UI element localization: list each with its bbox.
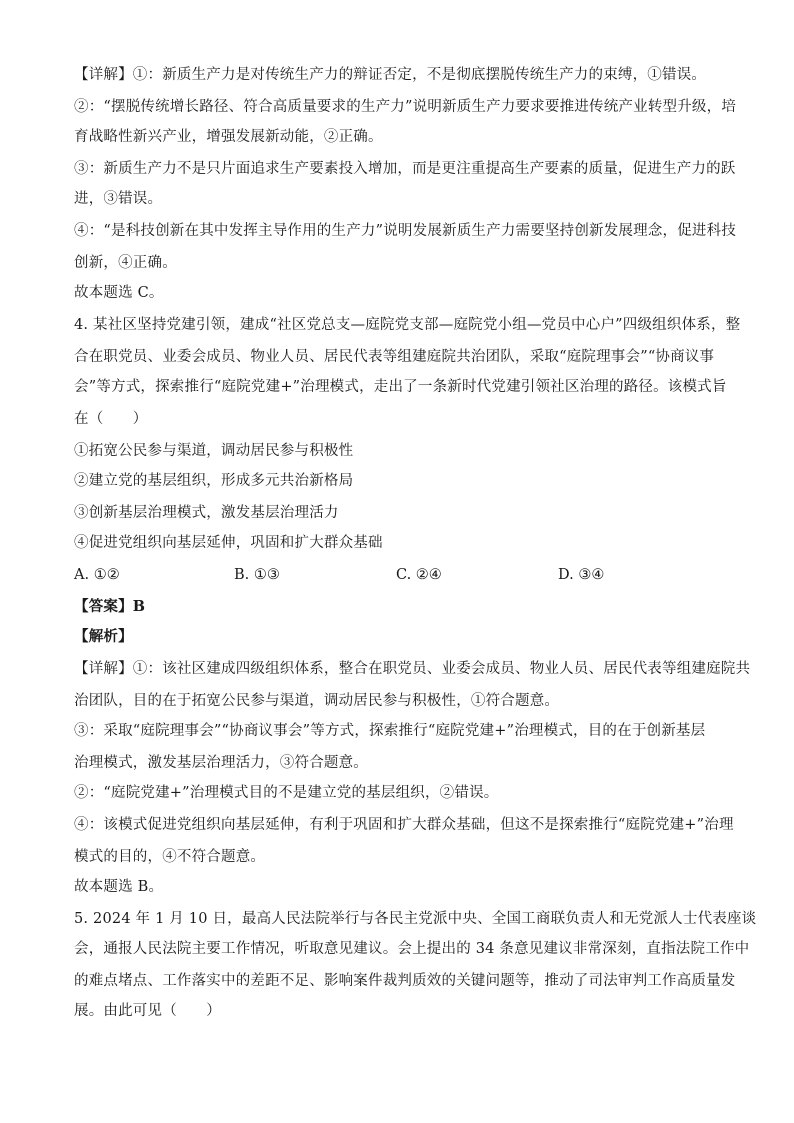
conclusion-line: 故本题选 C。 (74, 285, 164, 301)
explanation-line: ③：新质生产力不是只片面追求生产要素投入增加，而是更注重提高生产要素的质量，促进生产力的跃 (74, 161, 736, 177)
statement-item: ④促进党组织向基层延伸，巩固和扩大群众基础 (74, 535, 383, 551)
explanation-line: 【详解】①：新质生产力是对传统生产力的辩证否定，不是彻底摆脱传统生产力的束缚，①错误。 (74, 67, 707, 83)
statement-item: ②建立党的基层组织，形成多元共治新格局 (74, 473, 354, 489)
explanation-line: 治理模式，激发基层治理活力，③符合题意。 (74, 755, 368, 771)
analysis-label: 【解析】 (74, 628, 133, 645)
question-stem: 4. 某社区坚持党建引领，建成“社区党总支—庭院党支部—庭院党小组—党员中心户”四级组织体系，整 (74, 317, 741, 333)
explanation-line: 进，③错误。 (74, 191, 163, 207)
option-a: A. ①② (74, 567, 120, 583)
explanation-line: ②：“庭院党建+”治理模式目的不是建立党的基层组织，②错误。 (74, 785, 499, 801)
option-b: B. ①③ (234, 567, 280, 583)
question-stem: 在（ ） (74, 411, 148, 427)
explanation-line: 模式的目的，④不符合题意。 (74, 849, 266, 865)
explanation-line: ④：“是科技创新在其中发挥主导作用的生产力”说明发展新质生产力需要坚持创新发展理念，促进科技 (74, 223, 737, 239)
statement-item: ③创新基层治理模式，激发基层治理活力 (74, 505, 339, 521)
answer-options (74, 564, 722, 586)
question-stem: 的难点堵点、工作落实中的差距不足、影响案件裁判质效的关键问题等，推动了司法审判工作高质量发 (74, 973, 736, 989)
option-c: C. ②④ (396, 567, 442, 583)
question-stem: 合在职党员、业委会成员、物业人员、居民代表等组建庭院共治团队，采取“庭院理事会”“协商议事 (74, 349, 715, 365)
explanation-line: 【详解】①：该社区建成四级组织体系，整合在职党员、业委会成员、物业人员、居民代表等组建庭院共 (74, 661, 751, 677)
explanation-line: 治团队，目的在于拓宽公民参与渠道，调动居民参与积极性，①符合题意。 (74, 693, 560, 709)
option-d: D. ③④ (558, 567, 605, 583)
question-stem: 会，通报人民法院主要工作情况，听取意见建议。会上提出的 34 条意见建议非常深刻，直指法院工作中 (74, 941, 750, 957)
explanation-line: 育战略性新兴产业，增强发展新动能，②正确。 (74, 129, 383, 145)
question-stem: 5. 2024 年 1 月 10 日，最高人民法院举行与各民主党派中央、全国工商联负责人和无党派人士代表座谈 (74, 911, 757, 927)
explanation-line: 创新，④正确。 (74, 255, 177, 271)
explanation-line: ②：“摆脱传统增长路径、符合高质量要求的生产力”说明新质生产力要求要推进传统产业转型升级，培 (74, 99, 737, 115)
question-stem: 展。由此可见（ ） (74, 1003, 221, 1019)
conclusion-line: 故本题选 B。 (74, 879, 164, 895)
statement-item: ①拓宽公民参与渠道，调动居民参与积极性 (74, 443, 354, 459)
explanation-line: ③：采取“庭院理事会”“协商议事会”等方式，探索推行“庭院党建+”治理模式，目的在于创新基层 (74, 723, 706, 739)
explanation-line: ④：该模式促进党组织向基层延伸，有利于巩固和扩大群众基础，但这不是探索推行“庭院党建+”治理 (74, 817, 734, 833)
answer-label: 【答案】B (74, 598, 146, 615)
question-stem: 会”等方式，探索推行“庭院党建+”治理模式，走出了一条新时代党建引领社区治理的路径。该模式旨 (74, 379, 727, 395)
